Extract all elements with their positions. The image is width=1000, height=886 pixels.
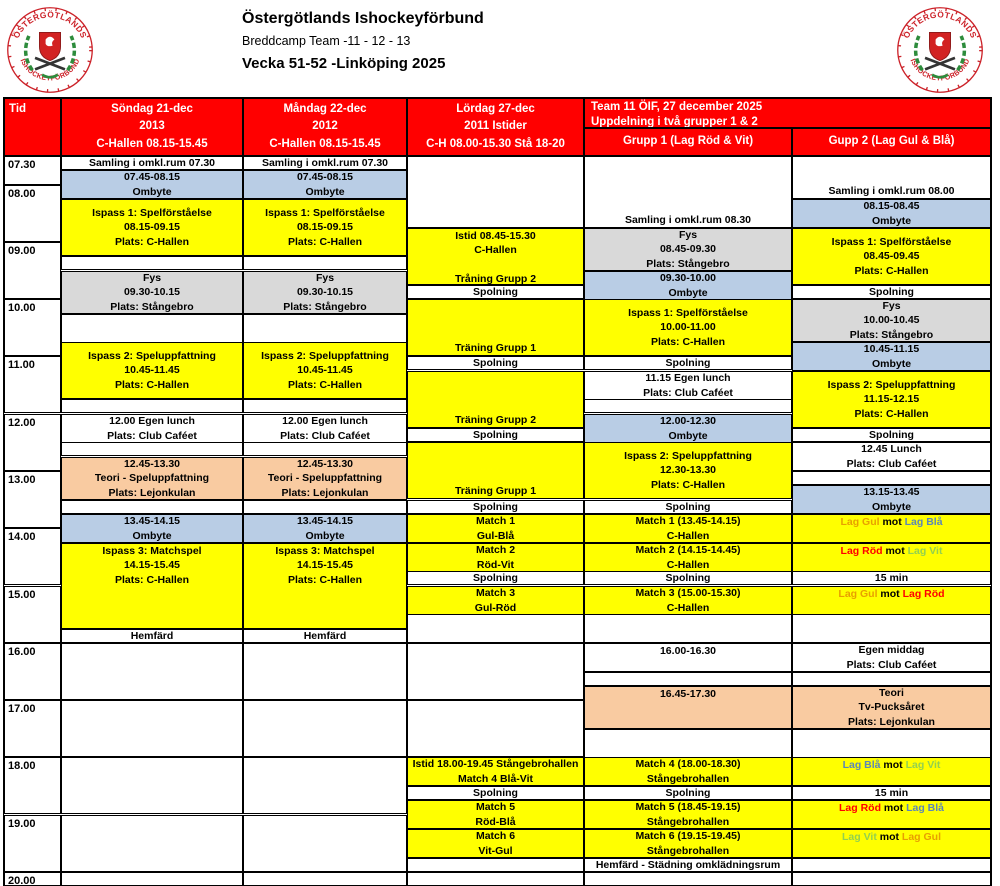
schedule-cell [61,757,243,814]
schedule-cell [243,399,407,413]
schedule-cell [584,729,792,758]
schedule-cell: Match 6 (19.15-19.45) Stångebrohallen [584,829,792,858]
schedule-cell [792,729,991,758]
schedule-cell [584,872,792,886]
page-title: Östergötlands Ishockeyförbund [242,10,484,27]
schedule-cell: 12.45-13.30 Teori - Speluppfattning Plats: Lejonkulan [243,457,407,500]
schedule-cell: Spolning [792,428,991,442]
schedule-cell: Egen middag Plats: Club Caféet [792,643,991,672]
schedule-cell: Teori Tv-Pucksåret Plats: Lejonkulan [792,686,991,729]
team-label: mot [880,802,907,814]
team-label: Lag Vit [905,759,941,771]
header-team: Team 11 ÖIF, 27 december 2025 Uppdelning i två grupper 1 & 2 [584,98,991,128]
team-label: Lag Vit [842,831,877,843]
schedule-cell [407,700,584,757]
schedule-cell [792,672,991,686]
schedule-cell: Match 1 (13.45-14.15) C-Hallen [584,514,792,543]
shield [39,32,60,60]
schedule-cell: 10.45-11.15 Ombyte [792,342,991,371]
schedule-cell [243,314,407,343]
schedule-cell [792,858,991,872]
schedule-cell: Ispass 1: Spelförståelse 08.45-09.45 Plats: C-Hallen [792,228,991,285]
schedule-cell [407,156,584,228]
schedule-cell: Samling i omkl.rum 08.00 [792,156,991,199]
schedule-cell [243,757,407,814]
schedule-cell: Ispass 1: Spelförståelse 10.00-11.00 Plats: C-Hallen [584,299,792,356]
schedule-cell: Samling i omkl.rum 07.30 [243,156,407,170]
schedule-cell: Spolning [584,356,792,370]
schedule-cell [584,399,792,413]
team-label: Lag Blå [842,759,881,771]
schedule-cell: 12.00 Egen lunch Plats: Club Caféet [61,414,243,443]
schedule-cell [792,614,991,643]
time-label: 08.00 [4,185,61,242]
time-label: 11.00 [4,356,61,413]
schedule-cell [407,643,584,700]
schedule-cell: 08.15-08.45 Ombyte [792,199,991,228]
schedule-cell: 13.15-13.45 Ombyte [792,485,991,514]
team-label: mot [877,588,903,600]
schedule-cell: Match 5 (18.45-19.15) Stångebrohallen [584,800,792,829]
schedule-cell: 07.45-08.15 Ombyte [61,170,243,199]
schedule-cell [243,256,407,270]
schedule-cell [792,514,991,543]
schedule-cell: Istid 18.00-19.45 Stångebrohallen Match 4 Blå-Vit [407,757,584,786]
schedule-cell: 15 min [792,571,991,585]
time-label: 10.00 [4,299,61,356]
schedule-cell: Match 2 Röd-Vit [407,543,584,572]
time-label: 16.00 [4,643,61,700]
time-label: 07.30 [4,156,61,185]
time-label: 14.00 [4,528,61,585]
schedule-cell: Match 3 Gul-Röd [407,586,584,615]
schedule-cell [792,543,991,572]
schedule-cell [243,700,407,757]
schedule-cell [792,800,991,829]
schedule-cell: Spolning [407,428,584,442]
time-label: 19.00 [4,815,61,872]
schedule-cell: 12.00 Egen lunch Plats: Club Caféet [243,414,407,443]
schedule-cell: Spolning [584,500,792,514]
schedule-cell: 07.45-08.15 Ombyte [243,170,407,199]
team-label: Lag Vit [907,545,943,557]
schedule-table [3,97,992,886]
schedule-cell: Fys 09.30-10.15 Plats: Stångebro [243,271,407,314]
schedule-cell [61,643,243,700]
schedule-cell: Istid 08.45-15.30 C-Hallen Tråning Grupp 2 [407,228,584,285]
schedule-cell [61,872,243,886]
schedule-cell [792,872,991,886]
schedule-cell: Spolning [407,285,584,299]
schedule-cell: 16.00-16.30 [584,643,792,672]
team-label: mot [882,545,908,557]
team-label: Lag Gul [840,516,880,528]
schedule-cell: Ispass 2: Speluppfattning 10.45-11.45 Plats: C-Hallen [61,342,243,399]
time-label: 15.00 [4,586,61,643]
schedule-cell [792,586,991,615]
schedule-cell: Match 5 Röd-Blå [407,800,584,829]
schedule-cell: Träning Grupp 1 [407,299,584,356]
team-label: Lag Blå [904,516,943,528]
schedule-cell [407,614,584,643]
schedule-cell: Träning Grupp 2 [407,371,584,428]
team-label: Lag Blå [906,802,945,814]
schedule-cell [61,256,243,270]
schedule-cell [243,872,407,886]
time-label: 18.00 [4,757,61,814]
schedule-cell: Hemfärd - Städning omklädningsrum [584,858,792,872]
schedule-cell [61,815,243,872]
schedule-cell: Match 6 Vit-Gul [407,829,584,858]
schedule-cell: 16.45-17.30 [584,686,792,729]
club-badge-right [896,6,984,94]
page-week-title: Vecka 51-52 -Linköping 2025 [242,55,446,72]
schedule-cell: 15 min [792,786,991,800]
team-label: Lag Röd [840,545,883,557]
schedule-cell: Spolning [407,500,584,514]
schedule-cell: 12.00-12.30 Ombyte [584,414,792,443]
schedule-cell [61,700,243,757]
schedule-cell: 09.30-10.00 Ombyte [584,271,792,300]
header-saturday: Lördag 27-dec 2011 Istider C-H 08.00-15.30 Stå 18-20 [407,98,584,156]
schedule-cell: Spolning [792,285,991,299]
schedule-cell: Ispass 2: Speluppfattning 11.15-12.15 Plats: C-Hallen [792,371,991,428]
time-label: 20.00 [4,872,61,886]
club-badge-left [6,6,94,94]
schedule-cell: Spolning [407,356,584,370]
schedule-cell: Ispass 2: Speluppfattning 10.45-11.45 Plats: C-Hallen [243,342,407,399]
schedule-cell: 13.45-14.15 Ombyte [61,514,243,543]
badge-text-bottom: ISHOCKEYFÖRBUND [18,57,82,83]
schedule-cell [584,614,792,643]
badge-text-bottom: ISHOCKEYFÖRBUND [908,57,972,83]
team-label: mot [876,831,902,843]
shield [929,32,950,60]
schedule-cell: Spolning [584,571,792,585]
schedule-cell [407,872,584,886]
schedule-cell: 12.45 Lunch Plats: Club Caféet [792,442,991,471]
time-label: 13.00 [4,471,61,528]
header-monday: Måndag 22-dec 2012 C-Hallen 08.15-15.45 [243,98,407,156]
schedule-cell: Fys 08.45-09.30 Plats: Stångebro [584,228,792,271]
schedule-cell: 11.15 Egen lunch Plats: Club Caféet [584,371,792,400]
schedule-cell [407,858,584,872]
schedule-cell [243,442,407,456]
team-label: Lag Röd [838,802,881,814]
schedule-cell: Match 2 (14.15-14.45) C-Hallen [584,543,792,572]
header-group1: Grupp 1 (Lag Röd & Vit) [584,128,792,156]
team-label: mot [880,759,906,771]
schedule-cell: Spolning [407,571,584,585]
schedule-cell: 13.45-14.15 Ombyte [243,514,407,543]
badge-text-top: ÖSTERGÖTLANDS [900,9,980,40]
schedule-cell: Match 1 Gul-Blå [407,514,584,543]
header-sunday: Söndag 21-dec 2013 C-Hallen 08.15-15.45 [61,98,243,156]
badge-text-top: ÖSTERGÖTLANDS [10,9,90,40]
schedule-cell: Fys 10.00-10.45 Plats: Stångebro [792,299,991,342]
schedule-cell [243,643,407,700]
schedule-cell: Hemfärd [243,629,407,643]
schedule-cell [61,500,243,514]
team-label: Lag Gul [838,588,878,600]
schedule-cell: Träning Grupp 1 [407,442,584,499]
schedule-cell: Samling i omkl.rum 08.30 [584,156,792,228]
time-label: 12.00 [4,414,61,471]
schedule-cell: Ispass 3: Matchspel 14.15-15.45 Plats: C-Hallen [243,543,407,629]
schedule-cell [792,471,991,485]
schedule-cell [584,672,792,686]
schedule-cell: Fys 09.30-10.15 Plats: Stångebro [61,271,243,314]
team-label: Lag Röd [902,588,945,600]
schedule-cell: Spolning [407,786,584,800]
time-label: 09.00 [4,242,61,299]
schedule-cell: Ispass 1: Spelförståelse 08.15-09.15 Plats: C-Hallen [61,199,243,256]
schedule-cell [61,399,243,413]
header-group2: Gupp 2 (Lag Gul & Blå) [792,128,991,156]
schedule-cell: Ispass 2: Speluppfattning 12.30-13.30 Plats: C-Hallen [584,442,792,499]
schedule-cell: Ispass 3: Matchspel 14.15-15.45 Plats: C-Hallen [61,543,243,629]
schedule-cell: Hemfärd [61,629,243,643]
schedule-cell [61,442,243,456]
schedule-cell: Ispass 1: Spelförståelse 08.15-09.15 Plats: C-Hallen [243,199,407,256]
page-subtitle: Breddcamp Team -11 - 12 - 13 [242,34,411,48]
schedule-cell: Samling i omkl.rum 07.30 [61,156,243,170]
schedule-cell [792,829,991,858]
schedule-cell: 12.45-13.30 Teori - Speluppfattning Plats: Lejonkulan [61,457,243,500]
schedule-cell [61,314,243,343]
schedule-cell: Spolning [584,786,792,800]
time-label: 17.00 [4,700,61,757]
header-tid: Tid [4,98,61,156]
page-title-block [242,10,484,72]
team-label: mot [879,516,905,528]
schedule-cell: Match 4 (18.00-18.30) Stångebrohallen [584,757,792,786]
schedule-cell [792,757,991,786]
schedule-cell [243,500,407,514]
schedule-cell [243,815,407,872]
team-label: Lag Gul [901,831,941,843]
schedule-cell: Match 3 (15.00-15.30) C-Hallen [584,586,792,615]
